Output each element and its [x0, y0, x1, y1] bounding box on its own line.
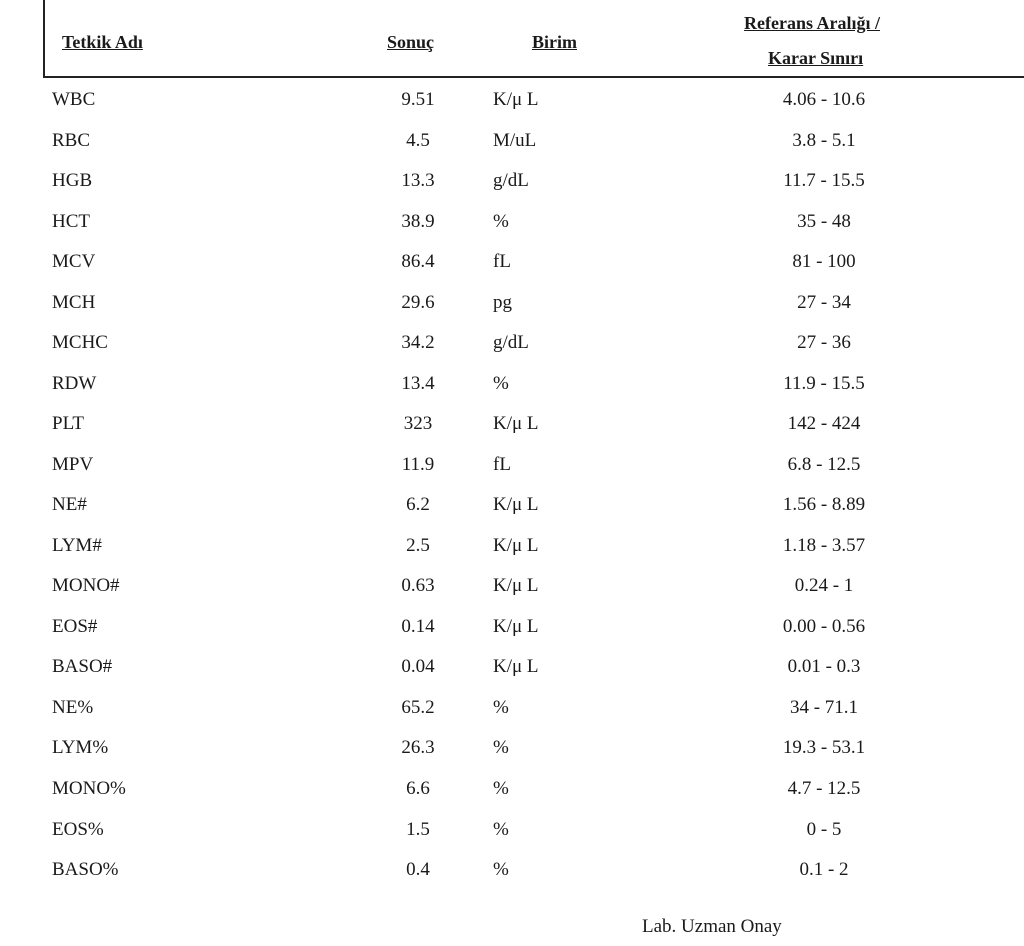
test-name-cell: LYM#: [52, 534, 102, 556]
result-cell: 4.5: [406, 129, 430, 151]
test-name-cell: NE%: [52, 696, 94, 718]
test-name-cell: MONO%: [52, 778, 126, 799]
result-cell: 11.9: [401, 453, 435, 475]
unit-cell: K/μ L: [493, 656, 539, 678]
reference-range-cell: 11.9 - 15.5: [783, 372, 865, 394]
table-row: [0, 211, 1024, 251]
result-cell: 6.6: [406, 778, 430, 799]
reference-range-cell: 27 - 36: [797, 332, 851, 354]
test-name-cell: MCHC: [52, 332, 108, 354]
reference-range-cell: 0 - 5: [806, 818, 842, 840]
result-cell: 323: [403, 413, 433, 435]
reference-range-cell: 1.18 - 3.57: [782, 534, 866, 556]
reference-range-cell: 3.8 - 5.1: [792, 129, 856, 151]
table-row: [0, 697, 1024, 737]
column-header-reference-line1: Referans Aralığı /: [744, 13, 880, 33]
reference-range-cell: 19.3 - 53.1: [782, 737, 866, 759]
unit-cell: M/uL: [493, 129, 537, 151]
test-name-cell: MCH: [52, 291, 96, 313]
unit-cell: K/μ L: [493, 615, 539, 637]
unit-cell: K/μ L: [493, 89, 539, 110]
table-row: [0, 251, 1024, 291]
result-cell: 65.2: [401, 696, 435, 718]
reference-range-cell: 0.24 - 1: [794, 575, 854, 597]
reference-range-cell: 6.8 - 12.5: [787, 453, 861, 475]
column-header-unit: Birim: [532, 32, 577, 52]
unit-cell: pg: [493, 291, 512, 313]
unit-cell: %: [493, 778, 509, 799]
result-cell: 34.2: [401, 332, 435, 354]
table-row: [0, 494, 1024, 534]
unit-cell: g/dL: [493, 332, 529, 354]
test-name-cell: BASO%: [52, 859, 119, 881]
table-row: [0, 535, 1024, 575]
lab-approval-signature: Lab. Uzman Onay: [642, 916, 782, 937]
reference-range-cell: 0.01 - 0.3: [787, 656, 861, 678]
table-row: [0, 656, 1024, 696]
reference-range-cell: 0.00 - 0.56: [782, 615, 866, 637]
unit-cell: K/μ L: [493, 575, 539, 597]
column-header-test-name: Tetkik Adı: [62, 32, 143, 52]
unit-cell: %: [493, 210, 509, 232]
unit-cell: K/μ L: [493, 534, 539, 556]
test-name-cell: MONO#: [52, 575, 120, 597]
test-name-cell: WBC: [52, 89, 96, 110]
unit-cell: %: [493, 818, 509, 840]
table-row: [0, 454, 1024, 494]
result-cell: 1.5: [406, 818, 430, 840]
unit-cell: %: [493, 372, 509, 394]
result-cell: 38.9: [401, 210, 435, 232]
unit-cell: fL: [493, 251, 511, 273]
result-cell: 0.04: [401, 656, 435, 678]
test-name-cell: RDW: [52, 372, 97, 394]
reference-range-cell: 142 - 424: [787, 413, 861, 435]
result-cell: 13.4: [401, 372, 435, 394]
result-cell: 9.51: [401, 89, 435, 110]
unit-cell: %: [493, 737, 509, 759]
column-header-result: Sonuç: [387, 32, 435, 52]
reference-range-cell: 11.7 - 15.5: [783, 170, 865, 192]
reference-range-cell: 4.06 - 10.6: [782, 89, 866, 110]
unit-cell: %: [493, 859, 509, 881]
unit-cell: K/μ L: [493, 413, 539, 435]
test-name-cell: HCT: [52, 210, 90, 232]
unit-cell: g/dL: [493, 170, 529, 192]
test-name-cell: BASO#: [52, 656, 113, 678]
result-cell: 29.6: [401, 291, 435, 313]
result-cell: 0.63: [401, 575, 435, 597]
result-cell: 0.4: [406, 859, 430, 881]
test-name-cell: EOS#: [52, 615, 98, 637]
result-cell: 13.3: [401, 170, 435, 192]
table-row: [0, 413, 1024, 453]
test-name-cell: LYM%: [52, 737, 109, 759]
test-name-cell: NE#: [52, 494, 87, 516]
table-row: [0, 819, 1024, 859]
table-row: [0, 130, 1024, 170]
test-name-cell: RBC: [52, 129, 91, 151]
table-row: [0, 616, 1024, 656]
table-row: [0, 859, 1024, 899]
table-row: [0, 737, 1024, 777]
table-row: [0, 170, 1024, 210]
reference-range-cell: 4.7 - 12.5: [787, 778, 861, 799]
result-cell: 6.2: [406, 494, 430, 516]
column-header-reference-line2: Karar Sınırı: [768, 48, 864, 68]
table-row: [0, 332, 1024, 372]
table-row: [0, 373, 1024, 413]
result-cell: 26.3: [401, 737, 435, 759]
test-name-cell: HGB: [52, 170, 93, 192]
result-cell: 0.14: [401, 615, 435, 637]
test-name-cell: MPV: [52, 453, 94, 475]
reference-range-cell: 0.1 - 2: [799, 859, 849, 881]
reference-range-cell: 35 - 48: [797, 210, 851, 232]
table-row: [0, 575, 1024, 615]
reference-range-cell: 81 - 100: [792, 251, 856, 273]
unit-cell: K/μ L: [493, 494, 539, 516]
result-cell: 2.5: [406, 534, 430, 556]
reference-range-cell: 27 - 34: [797, 291, 851, 313]
reference-range-cell: 1.56 - 8.89: [782, 494, 866, 516]
table-row: [0, 778, 1024, 818]
test-name-cell: EOS%: [52, 818, 104, 840]
unit-cell: fL: [493, 453, 511, 475]
test-name-cell: PLT: [52, 413, 85, 435]
result-cell: 86.4: [401, 251, 435, 273]
unit-cell: %: [493, 696, 509, 718]
test-name-cell: MCV: [52, 251, 96, 273]
reference-range-cell: 34 - 71.1: [789, 696, 859, 718]
table-row: [0, 292, 1024, 332]
table-row: [0, 89, 1024, 129]
